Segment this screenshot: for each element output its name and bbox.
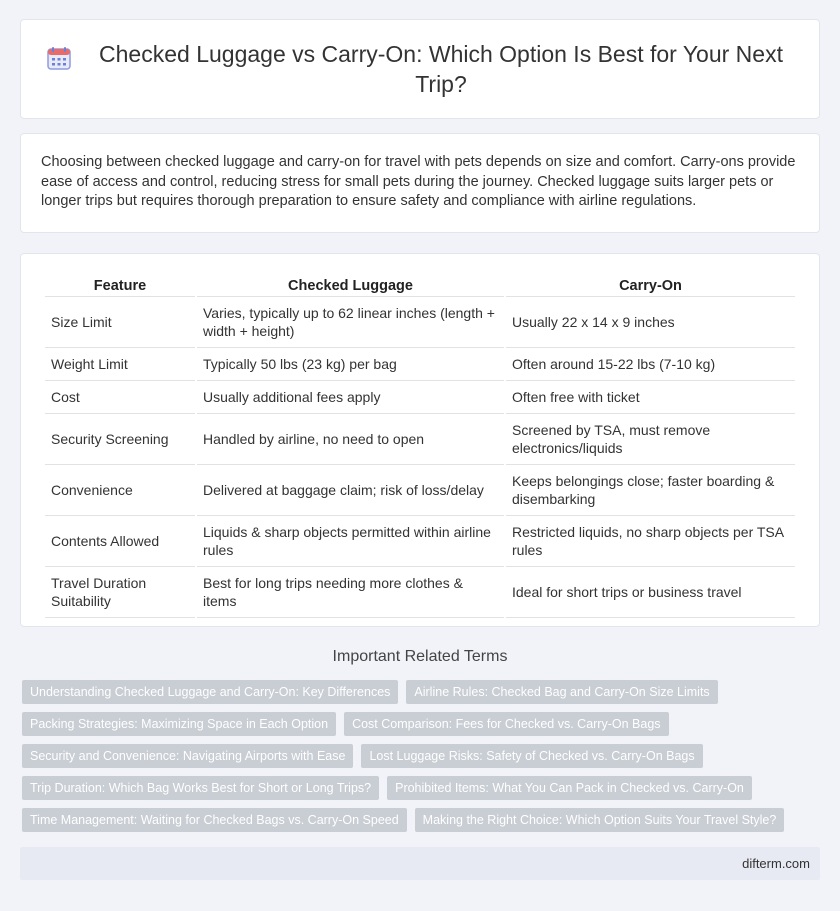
table-row [45,381,795,414]
table-cell-carry-on: Often free with ticket [506,381,795,414]
related-term-tag[interactable]: Understanding Checked Luggage and Carry-On: Key Differences [22,680,398,704]
table-cell-checked: Liquids & sharp objects permitted within airline rules [197,516,504,567]
related-term-tag[interactable]: Security and Convenience: Navigating Airports with Ease [22,744,353,768]
table-row [45,465,795,516]
table-row [45,414,795,465]
table-row [45,516,795,567]
table-cell-feature: Contents Allowed [45,516,195,567]
intro-paragraph: Choosing between checked luggage and carry-on for travel with pets depends on size and comfort. Carry-ons provide ease of access and control, reducing stress for small pets during the journey. Checked luggage suits larger pets or longer trips but requires thorough preparation to ensure safety and compliance with airline regulations. [41,154,796,209]
related-term-tag[interactable]: Cost Comparison: Fees for Checked vs. Carry-On Bags [344,712,668,736]
table-cell-carry-on: Restricted liquids, no sharp objects per TSA rules [506,516,795,567]
header-feature: Feature [45,274,195,297]
related-terms-title: Important Related Terms [332,648,508,665]
related-term-tag[interactable]: Packing Strategies: Maximizing Space in Each Option [22,712,336,736]
related-term-tag[interactable]: Prohibited Items: What You Can Pack in Checked vs. Carry-On [387,776,752,800]
table-cell-feature: Security Screening [45,414,195,465]
footer-site-name[interactable]: difterm.com [742,856,810,871]
page-title: Checked Luggage vs Carry-On: Which Option Is Best for Your Next Trip? [99,41,783,97]
table-cell-feature: Travel Duration Suitability [45,567,195,618]
table-cell-carry-on: Usually 22 x 14 x 9 inches [506,297,795,348]
header-card [20,19,820,119]
comparison-table [43,274,797,618]
related-term-tag[interactable]: Airline Rules: Checked Bag and Carry-On Size Limits [406,680,717,704]
header-carry-on: Carry-On [506,274,795,297]
related-terms-list [22,680,822,832]
table-cell-carry-on: Ideal for short trips or business travel [506,567,795,618]
related-term-tag[interactable]: Lost Luggage Risks: Safety of Checked vs. Carry-On Bags [361,744,702,768]
intro-card [20,133,820,233]
related-term-tag[interactable]: Making the Right Choice: Which Option Suits Your Travel Style? [415,808,785,832]
table-cell-feature: Weight Limit [45,348,195,381]
comparison-table-card [20,253,820,627]
table-cell-carry-on: Screened by TSA, must remove electronics/liquids [506,414,795,465]
header-checked-luggage: Checked Luggage [197,274,504,297]
calendar-icon [45,44,73,72]
table-cell-carry-on: Keeps belongings close; faster boarding & disembarking [506,465,795,516]
table-row [45,297,795,348]
table-cell-checked: Delivered at baggage claim; risk of loss/delay [197,465,504,516]
footer [20,847,820,880]
related-term-tag[interactable]: Time Management: Waiting for Checked Bags vs. Carry-On Speed [22,808,407,832]
table-cell-feature: Size Limit [45,297,195,348]
table-cell-checked: Handled by airline, no need to open [197,414,504,465]
table-cell-feature: Convenience [45,465,195,516]
table-cell-feature: Cost [45,381,195,414]
table-cell-checked: Best for long trips needing more clothes & items [197,567,504,618]
table-cell-checked: Typically 50 lbs (23 kg) per bag [197,348,504,381]
table-cell-checked: Varies, typically up to 62 linear inches (length + width + height) [197,297,504,348]
related-term-tag[interactable]: Trip Duration: Which Bag Works Best for Short or Long Trips? [22,776,379,800]
table-header-row [45,274,795,297]
table-row [45,348,795,381]
table-cell-carry-on: Often around 15-22 lbs (7-10 kg) [506,348,795,381]
table-row [45,567,795,618]
table-cell-checked: Usually additional fees apply [197,381,504,414]
